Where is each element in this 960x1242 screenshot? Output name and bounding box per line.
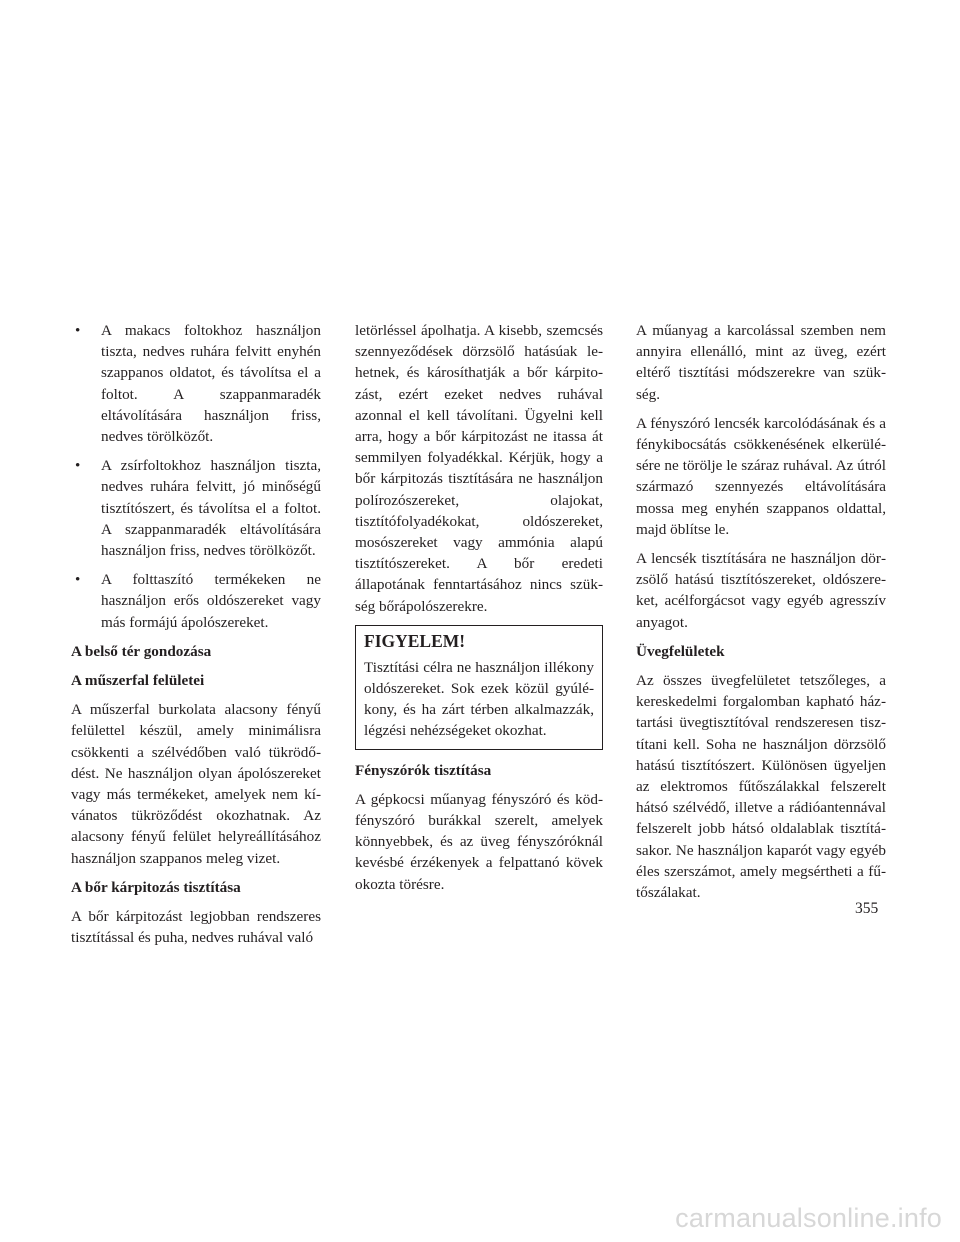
- dashboard-paragraph: A műszerfal burkolata alacsony fényű felülettel készül, amely minimálisra csökkenti a szélvédőben való tükrödődést. Ne használjon olyan ápolószereket vagy más termékeket, amelyek nem kívánatos tükröződést okozhatnak. Az alacsony fényű felület helyreállításához használjon szappanos meleg vizet.: [71, 701, 321, 867]
- bullet-icon: •: [75, 457, 81, 475]
- column-1: [71, 320, 321, 956]
- bullet-text: A makacs foltokhoz használjon tiszta, nedves ruhára felvitt enyhén szappanos oldatot, és távolítsa el a foltot. A szappanmaradék eltávolítására használjon friss, nedves törölközőt.: [101, 322, 321, 446]
- heading-glass: Üvegfelületek: [636, 642, 725, 660]
- heading-leather: A bőr kárpitozás tisztítása: [71, 878, 241, 896]
- column-3: [636, 320, 886, 911]
- lens-cleaning-paragraph: A lencsék tisztítására ne használjon dörzsölő hatású tisztítószereket, oldószereket, acélforgácsot vagy egyéb agresszív anyagot.: [636, 550, 886, 631]
- leather-paragraph-start: A bőr kárpitozást legjobban rendszeres tisztítással és puha, nedves ruhával való: [71, 908, 321, 947]
- warning-title: FIGYELEM!: [364, 630, 466, 651]
- headlights-paragraph: A gépkocsi műanyag fényszóró és ködfényszóró burákkal szerelt, amelyek könnyebbek, és az üveg fényszóróknál kevésbé érzékenyek a felpattanó kövek okozta törésre.: [355, 790, 603, 893]
- plastic-paragraph: A műanyag a karcolással szemben nem annyira ellenálló, mint az üveg, ezért eltérő tisztítási módszerekre van szükség.: [636, 322, 886, 403]
- page-number: 355: [855, 900, 879, 917]
- heading-headlights: Fényszórók tisztítása: [355, 761, 492, 779]
- bullet-text: A folttaszító termékeken ne használjon erős oldószereket vagy más formájú ápolószereket.: [101, 571, 321, 631]
- bullet-text: A zsírfoltokhoz használjon tiszta, nedves ruhára felvitt, jó minőségű tisztítószert, és távolítsa el a foltot. A szappanmaradék eltávolítására használjon friss, nedves törölközőt.: [101, 457, 321, 560]
- watermark: carmanualsonline.info: [675, 1203, 942, 1233]
- bullet-item: [71, 320, 321, 447]
- bullet-item: [71, 455, 321, 561]
- column-2: [355, 320, 603, 903]
- heading-interior-care: A belső tér gondozása: [71, 642, 212, 660]
- lens-paragraph: A fényszóró lencsék karcolódásának és a fénykibocsátás csökkenésének elkerülésére ne törölje le száraz ruhával. Az útról származó szennyezés eltávolítására mossa meg enyhén szappanos oldattal, majd öblítse le.: [636, 414, 886, 538]
- leather-paragraph-cont: letörléssel ápolhatja. A kisebb, szemcsés szennyeződések dörzsölő hatásúak lehetnek, és károsíthatják a bőr kárpitozást, ezért ezeket nedves ruhával azonnal el kell távolítani. Ügyelni kell arra, hogy a bőr kárpitozást ne itassa át semmilyen folyadékkal. Kérjük, hogy a bőr kárpitozás tisztítására ne használjon polírozószereket, olajokat, tisztítófolyadékokat, oldószereket, mosószereket vagy ammónia alapú tisztítószereket. A bőr eredeti állapotának fenntartásához nincs szükség bőrápolószerekre.: [355, 322, 603, 615]
- bullet-item: [71, 569, 321, 633]
- glass-paragraph: Az összes üvegfelületet tetszőleges, a kereskedelmi forgalomban kapható háztartási üvegtisztítóval rendszeresen tisztítani kell. Soha ne használjon dörzsölő hatású tisztítószert. Különösen ügyeljen az elektromos fűtőszálakkal felszerelt hátsó szélvédő, illetve a rádióantennával felszerelt jobb hátsó oldalablak tisztításakor. Ne használjon kaparót vagy egyéb éles szerszámot, amely megsértheti a fűtőszálakat.: [636, 672, 886, 902]
- bullet-icon: •: [75, 571, 81, 589]
- heading-dashboard: A műszerfal felületei: [71, 672, 205, 690]
- warning-text: Tisztítási célra ne használjon illékony oldószereket. Sok ezek közül gyúlékony, és ha zárt térben alkalmazzák, légzési nehézségeket okozhat.: [364, 658, 594, 740]
- bullet-icon: •: [75, 322, 81, 339]
- warning-box: [355, 625, 603, 750]
